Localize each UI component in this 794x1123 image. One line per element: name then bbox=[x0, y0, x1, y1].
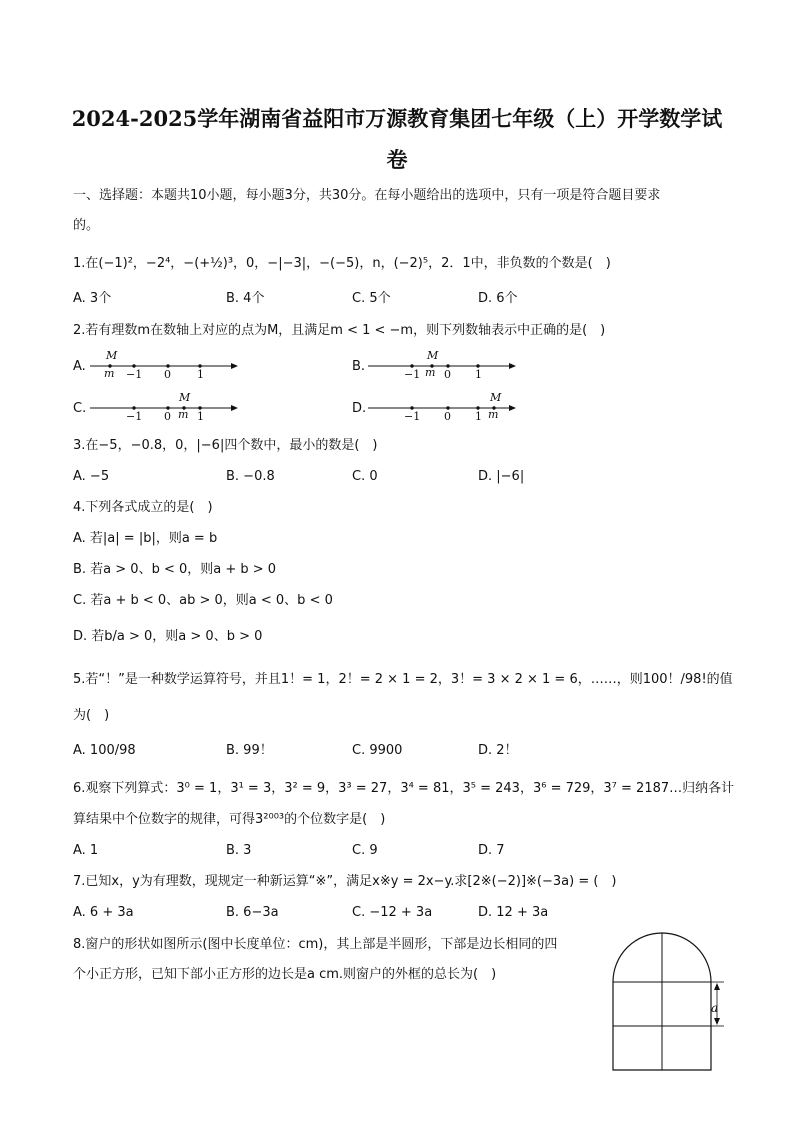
question-1-option-c[interactable]: C. 5个 bbox=[352, 291, 391, 306]
question-4-stem: 4.下列各式成立的是( ) bbox=[73, 500, 213, 515]
question-6-option-d[interactable]: D. 7 bbox=[478, 843, 505, 858]
question-4-option-a[interactable]: A. 若|a| = |b|，则a = b bbox=[73, 531, 218, 546]
tick-label-0: 0 bbox=[164, 410, 171, 423]
tick-label-0: 0 bbox=[444, 368, 451, 381]
question-5-option-c[interactable]: C. 9900 bbox=[352, 743, 403, 758]
question-3-stem: 3.在−5，−0.8，0，|−6|四个数中，最小的数是( ) bbox=[73, 438, 378, 453]
question-5-option-b[interactable]: B. 99！ bbox=[226, 743, 273, 758]
tick-label-1: 1 bbox=[197, 368, 204, 381]
question-2-option-b-number-line bbox=[366, 346, 518, 382]
tick-label-neg1: −1 bbox=[126, 410, 143, 423]
question-2-option-d-letter[interactable]: D. bbox=[352, 401, 367, 416]
question-7-option-c[interactable]: C. −12 + 3a bbox=[352, 905, 433, 920]
question-5-stem-cont: 为( ) bbox=[73, 708, 110, 723]
question-2-option-a-letter[interactable]: A. bbox=[73, 359, 86, 374]
point-label-m-upper: M bbox=[427, 349, 439, 362]
var-label-m: m bbox=[425, 366, 436, 379]
exam-title-line-2: 卷 bbox=[386, 147, 408, 172]
figure-side-label: a bbox=[711, 1001, 719, 1015]
question-2-stem: 2.若有理数m在数轴上对应的点为M，且满足m < 1 < −m，则下列数轴表示中正确的是( ) bbox=[73, 323, 606, 338]
question-8-stem: 8.窗户的形状如图所示(图中长度单位：cm)，其上部是半圆形，下部是边长相同的四 bbox=[73, 937, 558, 952]
question-5-stem: 5.若“！”是一种数学运算符号，并且1！= 1，2！= 2 × 1 = 2，3！= 3 × 2 × 1 = 6，……，则100！/98!的值 bbox=[73, 672, 733, 687]
question-7-option-d[interactable]: D. 12 + 3a bbox=[478, 905, 549, 920]
question-3-option-b[interactable]: B. −0.8 bbox=[226, 469, 275, 484]
question-3-option-a[interactable]: A. −5 bbox=[73, 469, 110, 484]
question-7-option-b[interactable]: B. 6−3a bbox=[226, 905, 279, 920]
tick-label-1: 1 bbox=[475, 410, 482, 423]
tick-label-0: 0 bbox=[444, 410, 451, 423]
point-label-m-upper: M bbox=[490, 391, 502, 404]
tick-label-1: 1 bbox=[197, 410, 204, 423]
window-figure bbox=[608, 932, 730, 1074]
question-2-option-b-letter[interactable]: B. bbox=[352, 359, 366, 374]
question-5-option-a[interactable]: A. 100/98 bbox=[73, 743, 136, 758]
question-2-option-d-number-line bbox=[366, 388, 518, 424]
question-6-option-a[interactable]: A. 1 bbox=[73, 843, 99, 858]
tick-label-neg1: −1 bbox=[404, 368, 421, 381]
section-heading: 一、选择题：本题共10小题，每小题3分，共30分。在每小题给出的选项中，只有一项是符合题目要求 bbox=[73, 188, 661, 203]
question-6-stem: 6.观察下列算式：3⁰ = 1，3¹ = 3，3² = 9，3³ = 27，3⁴ = 81，3⁵ = 243，3⁶ = 729，3⁷ = 2187…归纳各计 bbox=[73, 781, 735, 796]
question-1-option-a[interactable]: A. 3个 bbox=[73, 291, 112, 306]
tick-label-0: 0 bbox=[164, 368, 171, 381]
question-1-option-d[interactable]: D. 6个 bbox=[478, 291, 518, 306]
point-label-m-upper: M bbox=[179, 391, 191, 404]
var-label-m: m bbox=[488, 408, 499, 421]
tick-label-1: 1 bbox=[475, 368, 482, 381]
question-4-option-d[interactable]: D. 若b/a > 0，则a > 0、b > 0 bbox=[73, 629, 263, 644]
question-7-option-a[interactable]: A. 6 + 3a bbox=[73, 905, 134, 920]
question-2-option-c-letter[interactable]: C. bbox=[73, 401, 87, 416]
exam-title-line-1: 2024-2025学年湖南省益阳市万源教育集团七年级（上）开学数学试 bbox=[71, 106, 723, 131]
question-2-option-c-number-line bbox=[88, 388, 240, 424]
question-6-option-c[interactable]: C. 9 bbox=[352, 843, 378, 858]
tick-label-neg1: −1 bbox=[404, 410, 421, 423]
var-label-m: m bbox=[104, 367, 115, 380]
question-3-option-c[interactable]: C. 0 bbox=[352, 469, 378, 484]
question-6-option-b[interactable]: B. 3 bbox=[226, 843, 252, 858]
question-8-stem-cont: 个小正方形，已知下部小正方形的边长是a cm.则窗户的外框的总长为( ) bbox=[73, 967, 497, 982]
section-heading-cont: 的。 bbox=[73, 218, 100, 233]
question-1-stem: 1.在(−1)²，−2⁴，−(+½)³，0，−|−3|，−(−5)，n，(−2)⁵，2．1中，非负数的个数是( ) bbox=[73, 256, 611, 271]
question-3-option-d[interactable]: D. |−6| bbox=[478, 469, 525, 484]
question-6-stem-cont: 算结果中个位数字的规律，可得3²⁰⁰³的个位数字是( ) bbox=[73, 812, 386, 827]
question-4-option-c[interactable]: C. 若a + b < 0、ab > 0，则a < 0、b < 0 bbox=[73, 593, 333, 608]
question-5-option-d[interactable]: D. 2！ bbox=[478, 743, 518, 758]
tick-label-neg1: −1 bbox=[126, 368, 143, 381]
question-7-stem: 7.已知x，y为有理数，现规定一种新运算“※”，满足x※y = 2x−y.求[2※(−2)]※(−3a) = ( ) bbox=[73, 874, 617, 889]
question-2-option-a-number-line bbox=[88, 346, 240, 382]
question-4-option-b[interactable]: B. 若a > 0、b < 0，则a + b > 0 bbox=[73, 562, 277, 577]
var-label-m: m bbox=[178, 408, 189, 421]
question-1-option-b[interactable]: B. 4个 bbox=[226, 291, 265, 306]
point-label-m-upper: M bbox=[106, 349, 118, 362]
